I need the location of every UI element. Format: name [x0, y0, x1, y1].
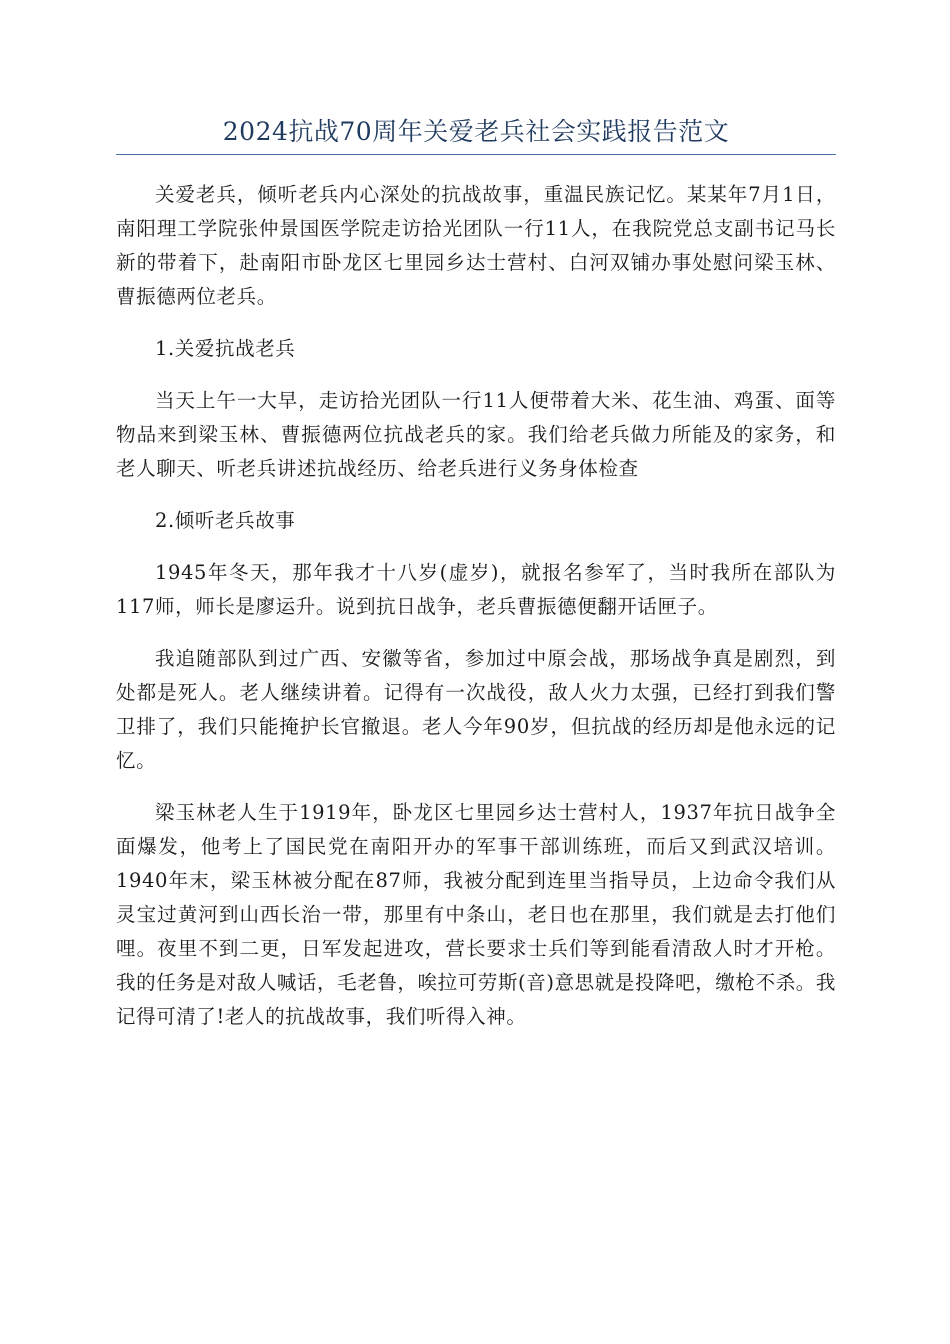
- title-underline: [116, 154, 836, 155]
- section-heading-stories: 2.倾听老兵故事: [155, 509, 296, 532]
- paragraph-visit: 当天上午一大早，走访拾光团队一行11人便带着大米、花生油、鸡蛋、面等物品来到梁玉林、曹振德两位抗战老兵的家。我们给老兵做力所能及的家务，和老人聊天、听老兵讲述抗战经历、给老兵进行义务身体检查: [116, 389, 836, 480]
- document-title: 2024抗战70周年关爱老兵社会实践报告范文: [222, 117, 730, 146]
- section-heading-care: 1.关爱抗战老兵: [155, 337, 296, 360]
- paragraph-story-battle: 我追随部队到过广西、安徽等省，参加过中原会战，那场战争真是剧烈，到处都是死人。老人继续讲着。记得有一次战役，敌人火力太强，已经打到我们警卫排了，我们只能掩护长官撤退。老人今年90岁，但抗战的经历却是他永远的记忆。: [116, 647, 836, 772]
- document-body: [116, 178, 836, 1034]
- paragraph-story-liang: 梁玉林老人生于1919年，卧龙区七里园乡达士营村人，1937年抗日战争全面爆发，他考上了国民党在南阳开办的军事干部训练班，而后又到武汉培训。1940年末，梁玉林被分配在87师，我被分配到连里当指导员，上边命令我们从灵宝过黄河到山西长治一带，那里有中条山，老日也在那里，我们就是去打他们哩。夜里不到二更，日军发起进攻，营长要求士兵们等到能看清敌人时才开枪。我的任务是对敌人喊话，毛老鲁，唉拉可劳斯(音)意思就是投降吧，缴枪不杀。我记得可清了!老人的抗战故事，我们听得入神。: [116, 801, 836, 1028]
- document-page: [116, 112, 836, 1052]
- paragraph-intro: 关爱老兵，倾听老兵内心深处的抗战故事，重温民族记忆。某某年7月1日，南阳理工学院张仲景国医学院走访拾光团队一行11人，在我院党总支副书记马长新的带着下，赴南阳市卧龙区七里园乡达士营村、白河双铺办事处慰问梁玉林、曹振德两位老兵。: [116, 183, 836, 308]
- paragraph-story-1945: 1945年冬天，那年我才十八岁(虚岁)，就报名参军了，当时我所在部队为117师，师长是廖运升。说到抗日战争，老兵曹振德便翻开话匣子。: [116, 561, 836, 618]
